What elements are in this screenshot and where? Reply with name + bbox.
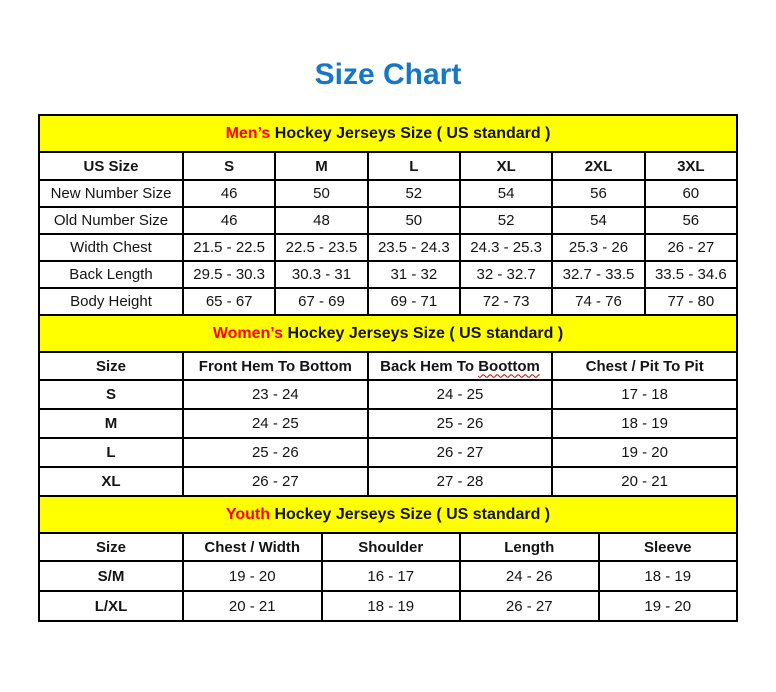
womens-col-front-hem: Front Hem To Bottom xyxy=(183,352,368,380)
table-row xyxy=(39,380,737,409)
table-row xyxy=(39,438,737,467)
cell: 72 - 73 xyxy=(460,288,552,315)
cell: 29.5 - 30.3 xyxy=(183,261,275,288)
cell: 19 - 20 xyxy=(599,591,738,621)
cell: 19 - 20 xyxy=(183,561,322,591)
table-row xyxy=(39,288,737,315)
cell: 26 - 27 xyxy=(645,234,737,261)
cell: 33.5 - 34.6 xyxy=(645,261,737,288)
table-row xyxy=(39,467,737,496)
cell: 18 - 19 xyxy=(599,561,738,591)
cell: 24 - 26 xyxy=(460,561,599,591)
table-row xyxy=(39,591,737,621)
table-row xyxy=(39,261,737,288)
youth-banner-highlight: Youth xyxy=(225,505,270,523)
cell: 32.7 - 33.5 xyxy=(552,261,644,288)
mens-banner xyxy=(39,115,737,152)
row-label: Width Chest xyxy=(39,234,183,261)
cell: 25.3 - 26 xyxy=(552,234,644,261)
row-label: New Number Size xyxy=(39,180,183,207)
cell: 56 xyxy=(552,180,644,207)
cell: 26 - 27 xyxy=(460,591,599,621)
size-tables xyxy=(38,114,738,622)
mens-col-l: L xyxy=(368,152,460,180)
youth-col-size: Size xyxy=(39,533,183,561)
table-row xyxy=(39,234,737,261)
cell: 23.5 - 24.3 xyxy=(368,234,460,261)
cell: 21.5 - 22.5 xyxy=(183,234,275,261)
row-label: S/M xyxy=(39,561,183,591)
cell: 26 - 27 xyxy=(368,438,553,467)
cell: 25 - 26 xyxy=(183,438,368,467)
cell: 50 xyxy=(275,180,367,207)
row-label: Body Height xyxy=(39,288,183,315)
cell: 24.3 - 25.3 xyxy=(460,234,552,261)
cell: 50 xyxy=(368,207,460,234)
cell: 77 - 80 xyxy=(645,288,737,315)
mens-size-table xyxy=(38,114,738,316)
mens-header-row xyxy=(39,152,737,180)
cell: 26 - 27 xyxy=(183,467,368,496)
cell: 19 - 20 xyxy=(552,438,737,467)
mens-col-us-size: US Size xyxy=(39,152,183,180)
cell: 27 - 28 xyxy=(368,467,553,496)
cell: 16 - 17 xyxy=(322,561,461,591)
mens-banner-row xyxy=(39,115,737,152)
cell: 54 xyxy=(460,180,552,207)
youth-col-shoulder: Shoulder xyxy=(322,533,461,561)
womens-col-back-hem xyxy=(368,352,553,380)
womens-header-row xyxy=(39,352,737,380)
womens-banner xyxy=(39,315,737,352)
womens-col-chest: Chest / Pit To Pit xyxy=(552,352,737,380)
womens-banner-highlight: Women’s xyxy=(212,324,284,342)
back-hem-misspelled-word: Boottom xyxy=(478,357,540,375)
cell: 20 - 21 xyxy=(552,467,737,496)
cell: 60 xyxy=(645,180,737,207)
cell: 54 xyxy=(552,207,644,234)
womens-col-size: Size xyxy=(39,352,183,380)
cell: 56 xyxy=(645,207,737,234)
youth-banner xyxy=(39,496,737,533)
cell: 69 - 71 xyxy=(368,288,460,315)
cell: 32 - 32.7 xyxy=(460,261,552,288)
youth-size-table xyxy=(38,495,738,622)
youth-header-row xyxy=(39,533,737,561)
page-title: Size Chart xyxy=(314,58,462,91)
cell: 24 - 25 xyxy=(183,409,368,438)
womens-banner-text: Hockey Jerseys Size ( US standard ) xyxy=(283,324,564,342)
cell: 24 - 25 xyxy=(368,380,553,409)
table-row xyxy=(39,409,737,438)
row-label: L xyxy=(39,438,183,467)
womens-banner-row xyxy=(39,315,737,352)
cell: 52 xyxy=(460,207,552,234)
mens-col-xl: XL xyxy=(460,152,552,180)
row-label: XL xyxy=(39,467,183,496)
mens-col-s: S xyxy=(183,152,275,180)
cell: 52 xyxy=(368,180,460,207)
row-label: Back Length xyxy=(39,261,183,288)
cell: 30.3 - 31 xyxy=(275,261,367,288)
youth-col-chest-width: Chest / Width xyxy=(183,533,322,561)
youth-col-sleeve: Sleeve xyxy=(599,533,738,561)
youth-banner-row xyxy=(39,496,737,533)
cell: 22.5 - 23.5 xyxy=(275,234,367,261)
table-row xyxy=(39,561,737,591)
cell: 46 xyxy=(183,180,275,207)
cell: 74 - 76 xyxy=(552,288,644,315)
cell: 65 - 67 xyxy=(183,288,275,315)
row-label: M xyxy=(39,409,183,438)
cell: 67 - 69 xyxy=(275,288,367,315)
mens-banner-highlight: Men’s xyxy=(225,124,271,142)
mens-banner-text: Hockey Jerseys Size ( US standard ) xyxy=(270,124,551,142)
cell: 20 - 21 xyxy=(183,591,322,621)
womens-size-table xyxy=(38,314,738,497)
back-hem-prefix: Back Hem To xyxy=(380,357,479,375)
youth-banner-text: Hockey Jerseys Size ( US standard ) xyxy=(270,505,551,523)
cell: 18 - 19 xyxy=(552,409,737,438)
table-row xyxy=(39,207,737,234)
cell: 46 xyxy=(183,207,275,234)
cell: 48 xyxy=(275,207,367,234)
mens-col-2xl: 2XL xyxy=(552,152,644,180)
youth-col-length: Length xyxy=(460,533,599,561)
table-row xyxy=(39,180,737,207)
mens-col-m: M xyxy=(275,152,367,180)
cell: 25 - 26 xyxy=(368,409,553,438)
mens-col-3xl: 3XL xyxy=(645,152,737,180)
row-label: Old Number Size xyxy=(39,207,183,234)
cell: 23 - 24 xyxy=(183,380,368,409)
cell: 18 - 19 xyxy=(322,591,461,621)
row-label: L/XL xyxy=(39,591,183,621)
row-label: S xyxy=(39,380,183,409)
cell: 17 - 18 xyxy=(552,380,737,409)
cell: 31 - 32 xyxy=(368,261,460,288)
